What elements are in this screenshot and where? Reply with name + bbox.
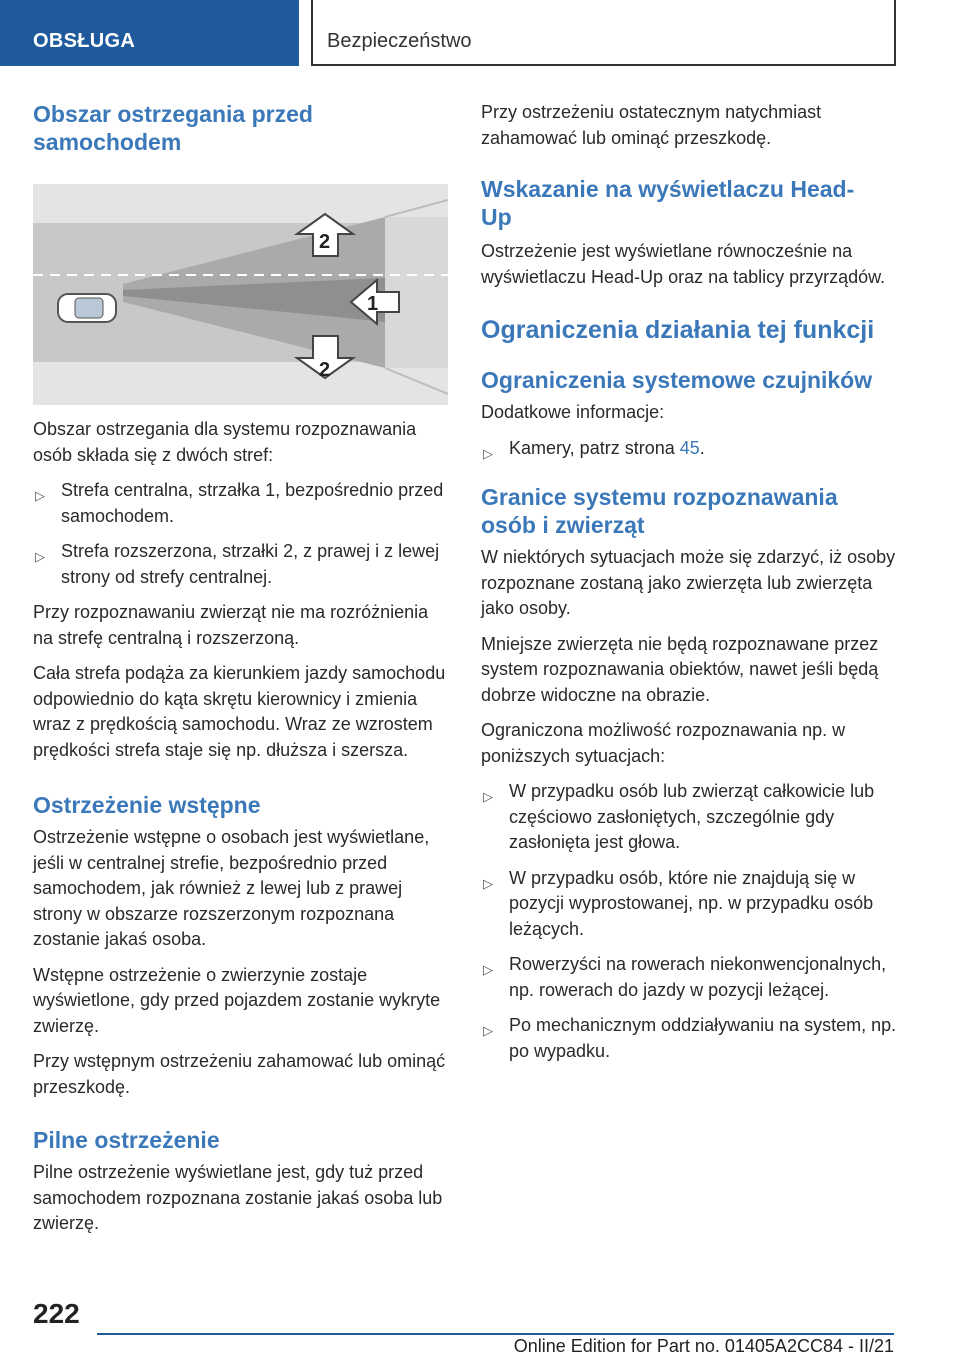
section-heading-recognition-limits: Granice systemu rozpoznawania osób i zwierząt: [481, 484, 838, 538]
svg-text:2: 2: [319, 231, 331, 253]
page-link[interactable]: 45: [679, 437, 700, 458]
bullet-triangle-icon: ▷: [483, 789, 493, 804]
footer-divider: [97, 1333, 894, 1335]
list-item: ▷ Rowerzyści na rowerach niekonwencjonalnych, np. rowerach do jazdy w pozycji leżącej.: [483, 954, 887, 1000]
paragraph: Dodatkowe informacje:: [481, 402, 665, 422]
svg-text:2: 2: [319, 359, 331, 381]
paragraph: Pilne ostrzeżenie wyświetlane jest, gdy tuż przed samochodem rozpoznana zostanie jakaś osoba lub zwierzę.: [33, 1162, 443, 1233]
list-item: ▷ W przypadku osób lub zwierząt całkowicie lub częściowo zasłoniętych, szczególnie gdy zasłonięta jest głowa.: [483, 781, 875, 852]
paragraph: Przy ostrzeżeniu ostatecznym natychmiast zahamować lub ominąć przeszkodę.: [481, 102, 822, 148]
paragraph: Ostrzeżenie wstępne o osobach jest wyświetlane, jeśli w centralnej strefie, bezpośrednio przed samochodem, jak również z lewej lub z prawej strony w obszarze rozszerzonym rozpoznana zostanie jakaś osoba.: [33, 827, 430, 949]
bullet-triangle-icon: ▷: [483, 445, 493, 461]
section-heading-head-up: Wskazanie na wyświetlaczu Head-Up: [481, 176, 855, 230]
right-column: [481, 100, 897, 1074]
paragraph: Obszar ostrzegania dla systemu rozpoznawania osób składa się z dwóch stref:: [33, 419, 417, 465]
bullet-triangle-icon: ▷: [483, 1023, 493, 1038]
page-number: 222: [33, 1298, 80, 1329]
bullet-triangle-icon: ▷: [483, 962, 493, 977]
list-item: ▷ W przypadku osób, które nie znajdują się w pozycji wyprostowanej, np. w przypadku osób leżących.: [483, 867, 874, 939]
paragraph: Ostrzeżenie jest wyświetlane równocześnie na wyświetlaczu Head-Up oraz na tablicy przyrządów.: [481, 241, 886, 287]
breadcrumb-label: Bezpieczeństwo: [327, 30, 472, 52]
section-heading-sensor-limits: Ograniczenia systemowe czujników: [481, 367, 873, 393]
warning-area-illustration: [33, 184, 448, 405]
section-heading-warning-area: Obszar ostrzegania przed samochodem: [33, 101, 313, 155]
bullet-triangle-icon: ▷: [35, 488, 45, 503]
paragraph: Mniejsze zwierzęta nie będą rozpoznawane przez system rozpoznawania obiektów, nawet jeśli będą dobrze widoczne na obrazie.: [481, 633, 879, 705]
paragraph: W niektórych sytuacjach może się zdarzyć, iż osoby rozpoznane zostaną jako zwierzęta lub zwierzęta jako osoby.: [481, 547, 896, 618]
list-item: ▷ Kamery, patrz strona 45.: [481, 436, 897, 462]
paragraph: Cała strefa podąża za kierunkiem jazdy samochodu odpowiednio do kąta skrętu kierownicy i zmienia wraz z prędkością samochodu. Wraz ze wzrostem prędkości strefa staje się np. dłuższa i szersza.: [33, 663, 446, 760]
edition-note: Online Edition for Part no. 01405A2CC84 - II/21: [513, 1336, 894, 1356]
paragraph: Ograniczona możliwość rozpoznawania np. w poniższych sytuacjach:: [481, 720, 846, 766]
paragraph: Przy wstępnym ostrzeżeniu zahamować lub ominąć przeszkodę.: [33, 1051, 446, 1097]
section-heading-limitations: Ograniczenia działania tej funkcji: [481, 316, 875, 344]
list-item: ▷ Strefa rozszerzona, strzałki 2, z prawej i z lewej strony od strefy centralnej.: [35, 541, 440, 587]
list-item: ▷ Po mechanicznym oddziaływaniu na system, np. po wypadku.: [483, 1015, 897, 1061]
left-column: [33, 100, 450, 1247]
breadcrumb: [311, 0, 896, 66]
section-tab: OBSŁUGA: [0, 0, 299, 66]
svg-text:1: 1: [367, 293, 379, 315]
paragraph: Wstępne ostrzeżenie o zwierzynie zostaje wyświetlone, gdy przed pojazdem zostanie wykryte zwierzę.: [33, 964, 441, 1036]
section-heading-urgent-warning: Pilne ostrzeżenie: [33, 1127, 220, 1153]
bullet-triangle-icon: ▷: [483, 875, 493, 891]
list-item: ▷ Strefa centralna, strzałka 1, bezpośrednio przed samochodem.: [35, 480, 444, 526]
paragraph: Przy rozpoznawaniu zwierząt nie ma rozróżnienia na strefę centralną i rozszerzoną.: [33, 602, 429, 648]
section-heading-pre-warning: Ostrzeżenie wstępne: [33, 792, 261, 818]
bullet-triangle-icon: ▷: [35, 549, 45, 564]
car-icon: [58, 294, 116, 322]
warning-area-figure: [33, 184, 448, 405]
